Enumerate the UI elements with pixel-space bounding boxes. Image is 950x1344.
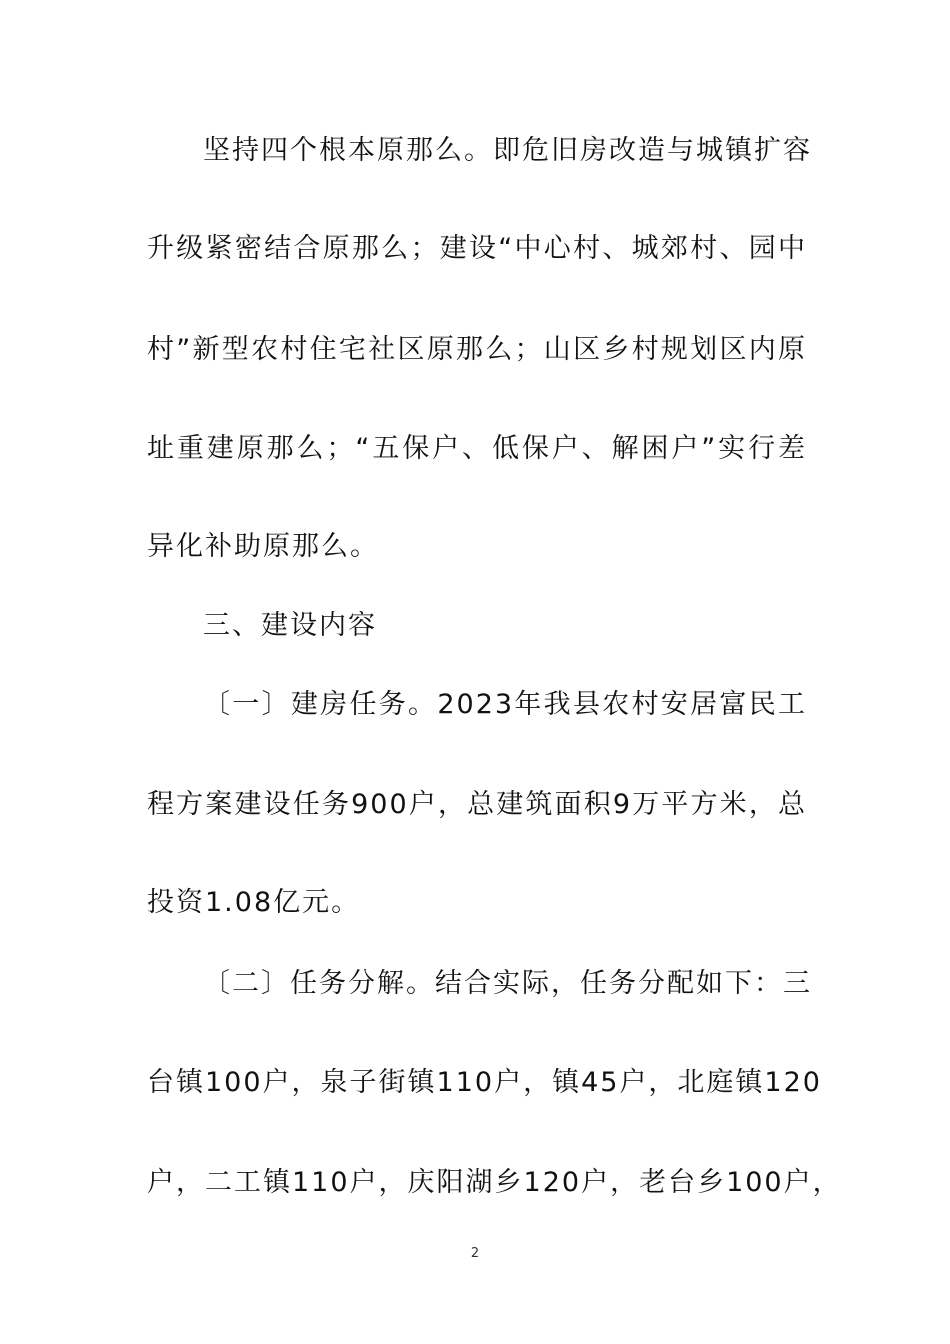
- paragraph-line-11: 户，二工镇110户，庆阳湖乡120户，老台乡100户，: [147, 1167, 842, 1198]
- paragraph-line-8: 投资1.08亿元。: [147, 887, 361, 918]
- page-number: 2: [470, 1246, 480, 1261]
- paragraph-line-1: 坚持四个根本原那么。即危旧房改造与城镇扩容: [203, 135, 812, 166]
- paragraph-line-5: 异化补助原那么。: [147, 531, 379, 562]
- paragraph-line-10: 台镇100户，泉子街镇110户，镇45户，北庭镇120: [147, 1067, 822, 1098]
- paragraph-line-2: 升级紧密结合原那么；建设“中心村、城郊村、园中: [147, 233, 807, 264]
- paragraph-line-7: 程方案建设任务900户，总建筑面积9万平方米，总: [147, 789, 807, 820]
- section-heading: 三、建设内容: [203, 610, 377, 641]
- paragraph-line-4: 址重建原那么；“五保户、低保户、解困户”实行差: [147, 433, 807, 464]
- paragraph-line-3: 村”新型农村住宅社区原那么；山区乡村规划区内原: [147, 334, 807, 365]
- paragraph-line-6: 〔一〕建房任务。2023年我县农村安居富民工: [203, 689, 807, 720]
- paragraph-line-9: 〔二〕任务分解。结合实际，任务分配如下：三: [203, 968, 812, 999]
